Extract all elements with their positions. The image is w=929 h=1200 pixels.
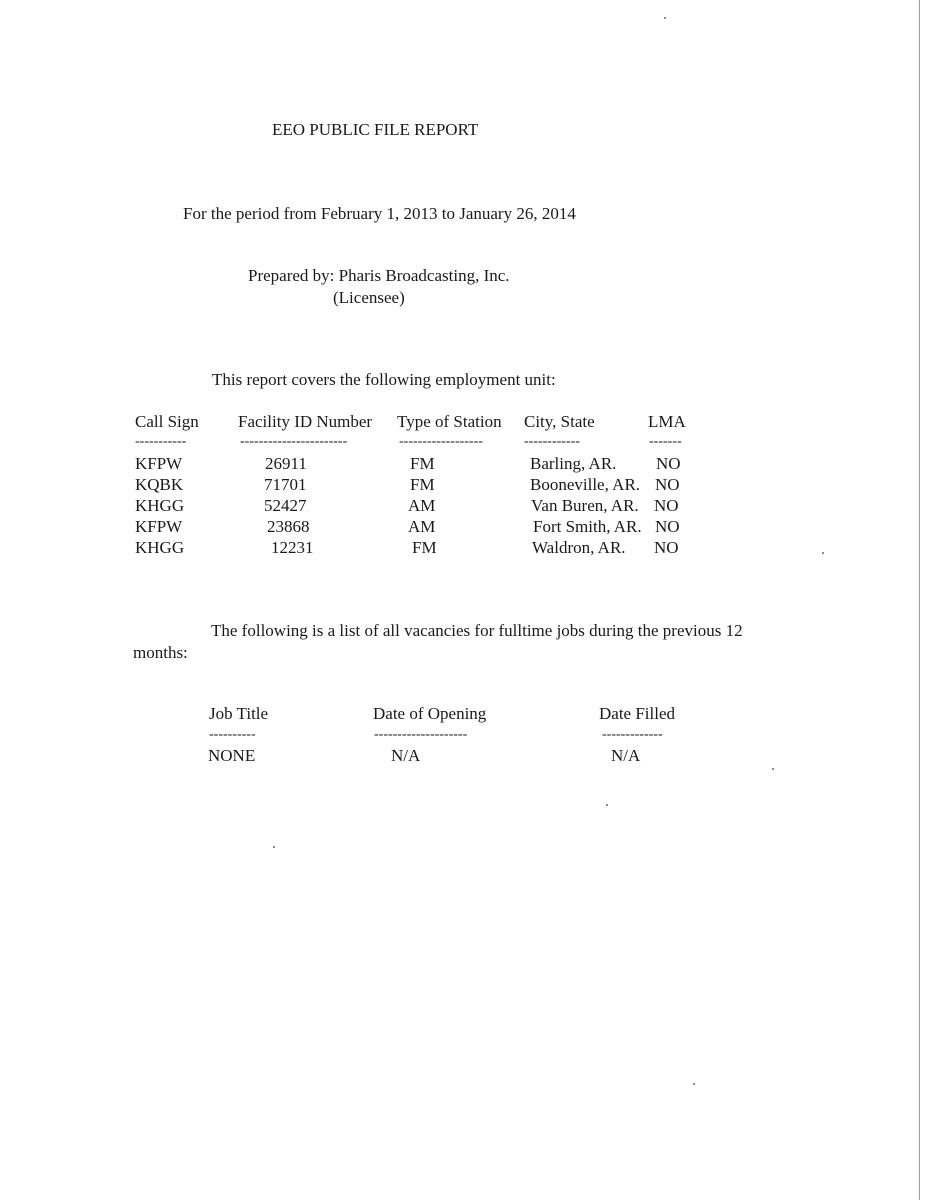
- call-sign: KQBK: [135, 475, 184, 494]
- header-date-filled: Date Filled: [599, 704, 676, 723]
- header-facility-id: Facility ID Number: [238, 412, 373, 431]
- licensee-label: (Licensee): [333, 288, 405, 307]
- scan-speck: [606, 804, 608, 806]
- station-type: AM: [408, 496, 436, 515]
- covers-statement: This report covers the following employment unit:: [212, 370, 556, 389]
- report-title: EEO PUBLIC FILE REPORT: [272, 120, 479, 139]
- scan-speck: [822, 552, 824, 554]
- city-state: Van Buren, AR.: [531, 496, 639, 515]
- header-underline: -------: [649, 434, 682, 449]
- station-type: FM: [412, 538, 437, 557]
- lma: NO: [654, 496, 679, 515]
- station-type: AM: [408, 517, 436, 536]
- call-sign: KFPW: [135, 517, 183, 536]
- facility-id: 26911: [265, 454, 307, 473]
- scan-speck: [664, 17, 666, 19]
- lma: NO: [655, 517, 680, 536]
- lma: NO: [654, 538, 679, 557]
- city-state: Booneville, AR.: [530, 475, 641, 494]
- lma: NO: [656, 454, 681, 473]
- city-state: Barling, AR.: [530, 454, 617, 473]
- station-type: FM: [410, 475, 435, 494]
- date-of-opening: N/A: [391, 746, 421, 765]
- job-title: NONE: [208, 746, 256, 765]
- header-underline: --------------------: [374, 727, 468, 742]
- header-underline: ------------------: [399, 434, 483, 449]
- call-sign: KHGG: [135, 538, 185, 557]
- city-state: Fort Smith, AR.: [533, 517, 642, 536]
- lma: NO: [655, 475, 680, 494]
- report-period: For the period from February 1, 2013 to January 26, 2014: [183, 204, 576, 223]
- header-type-of-station: Type of Station: [397, 412, 502, 431]
- scan-speck: [273, 846, 275, 848]
- vacancies-intro: The following is a list of all vacancies for fulltime jobs during the previous 12: [211, 621, 743, 640]
- facility-id: 71701: [264, 475, 307, 494]
- header-call-sign: Call Sign: [135, 412, 199, 431]
- facility-id: 12231: [271, 538, 314, 557]
- header-date-of-opening: Date of Opening: [373, 704, 487, 723]
- vacancies-intro-continued: months:: [133, 643, 188, 662]
- call-sign: KFPW: [135, 454, 183, 473]
- header-city-state: City, State: [524, 412, 595, 431]
- scan-edge-line: [919, 0, 920, 1200]
- header-underline: -----------: [135, 434, 187, 449]
- scan-speck: [693, 1083, 695, 1085]
- header-underline: -------------: [602, 727, 663, 742]
- date-filled: N/A: [611, 746, 641, 765]
- station-type: FM: [410, 454, 435, 473]
- header-lma: LMA: [648, 412, 686, 431]
- call-sign: KHGG: [135, 496, 185, 515]
- header-job-title: Job Title: [209, 704, 269, 723]
- scan-speck: [772, 768, 774, 770]
- facility-id: 52427: [264, 496, 307, 515]
- city-state: Waldron, AR.: [532, 538, 626, 557]
- facility-id: 23868: [267, 517, 310, 536]
- header-underline: ------------: [524, 434, 580, 449]
- prepared-by: Prepared by: Pharis Broadcasting, Inc.: [248, 266, 510, 285]
- header-underline: ----------: [209, 727, 256, 742]
- header-underline: -----------------------: [240, 434, 348, 449]
